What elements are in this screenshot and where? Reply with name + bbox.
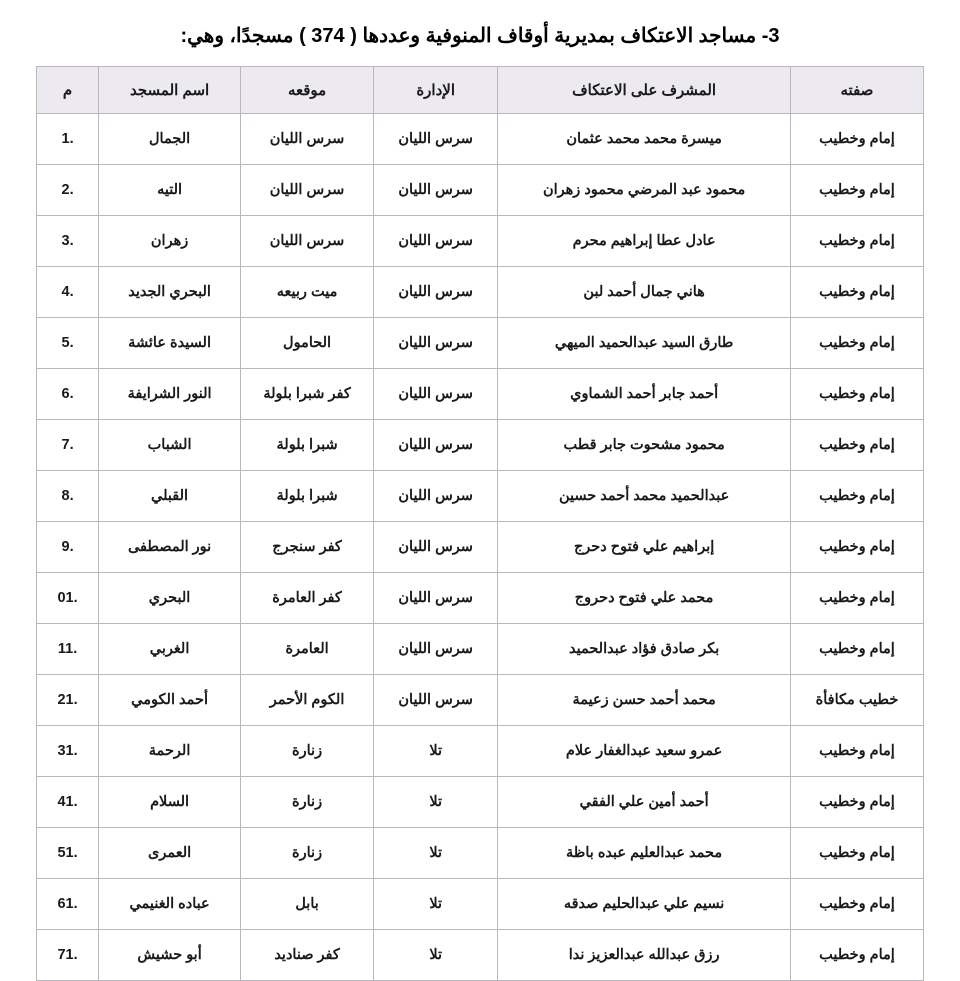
table-header	[37, 67, 924, 114]
cell-administration: سرس الليان	[374, 318, 498, 369]
cell-location: كفر شبرا بلولة	[241, 369, 374, 420]
column-header-mosque-name: اسم المسجد	[99, 67, 241, 114]
cell-num: 71.	[37, 930, 99, 981]
cell-num: 31.	[37, 726, 99, 777]
cell-mosque-name: نور المصطفى	[99, 522, 241, 573]
cell-supervisor: محمد أحمد حسن زعيمة	[498, 675, 791, 726]
column-header-role: صفته	[790, 67, 923, 114]
table-row	[37, 522, 924, 573]
cell-supervisor: أحمد أمين علي الفقي	[498, 777, 791, 828]
table-container	[0, 66, 960, 981]
cell-administration: سرس الليان	[374, 624, 498, 675]
cell-location: شبرا بلولة	[241, 471, 374, 522]
cell-role: إمام وخطيب	[790, 369, 923, 420]
cell-supervisor: محمد عبدالعليم عبده باظة	[498, 828, 791, 879]
cell-administration: سرس الليان	[374, 522, 498, 573]
cell-num: 9.	[37, 522, 99, 573]
table-row	[37, 165, 924, 216]
cell-role: إمام وخطيب	[790, 216, 923, 267]
cell-role: إمام وخطيب	[790, 777, 923, 828]
cell-supervisor: عادل عطا إبراهيم محرم	[498, 216, 791, 267]
cell-mosque-name: عباده الغنيمي	[99, 879, 241, 930]
cell-num: 5.	[37, 318, 99, 369]
cell-role: إمام وخطيب	[790, 879, 923, 930]
cell-administration: سرس الليان	[374, 114, 498, 165]
cell-role: إمام وخطيب	[790, 114, 923, 165]
cell-role: إمام وخطيب	[790, 318, 923, 369]
cell-role: خطيب مكافأة	[790, 675, 923, 726]
table-row	[37, 624, 924, 675]
cell-supervisor: محمود عبد المرضي محمود زهران	[498, 165, 791, 216]
table-row	[37, 216, 924, 267]
cell-num: 11.	[37, 624, 99, 675]
table-row	[37, 369, 924, 420]
mosques-table	[36, 66, 924, 981]
cell-mosque-name: البحري الجديد	[99, 267, 241, 318]
cell-location: العامرة	[241, 624, 374, 675]
cell-location: كفر سنجرج	[241, 522, 374, 573]
cell-num: 21.	[37, 675, 99, 726]
cell-supervisor: محمود مشحوت جابر قطب	[498, 420, 791, 471]
cell-supervisor: هاني جمال أحمد لبن	[498, 267, 791, 318]
table-row	[37, 879, 924, 930]
cell-num: 2.	[37, 165, 99, 216]
cell-num: 6.	[37, 369, 99, 420]
cell-location: شبرا بلولة	[241, 420, 374, 471]
cell-mosque-name: البحري	[99, 573, 241, 624]
cell-administration: سرس الليان	[374, 471, 498, 522]
cell-mosque-name: أبو حشيش	[99, 930, 241, 981]
table-row	[37, 726, 924, 777]
cell-role: إمام وخطيب	[790, 165, 923, 216]
cell-administration: تلا	[374, 777, 498, 828]
cell-num: 01.	[37, 573, 99, 624]
cell-mosque-name: الرحمة	[99, 726, 241, 777]
cell-administration: تلا	[374, 879, 498, 930]
cell-role: إمام وخطيب	[790, 420, 923, 471]
cell-administration: سرس الليان	[374, 420, 498, 471]
cell-location: كفر العامرة	[241, 573, 374, 624]
cell-administration: سرس الليان	[374, 267, 498, 318]
column-header-location: موقعه	[241, 67, 374, 114]
cell-location: ميت ربيعه	[241, 267, 374, 318]
cell-location: زنارة	[241, 726, 374, 777]
cell-location: سرس الليان	[241, 165, 374, 216]
cell-mosque-name: الجمال	[99, 114, 241, 165]
cell-location: كفر صناديد	[241, 930, 374, 981]
table-row	[37, 930, 924, 981]
table-row	[37, 573, 924, 624]
cell-supervisor: ميسرة محمد محمد عثمان	[498, 114, 791, 165]
table-row	[37, 471, 924, 522]
column-header-administration: الإدارة	[374, 67, 498, 114]
column-header-supervisor: المشرف على الاعتكاف	[498, 67, 791, 114]
cell-location: زنارة	[241, 777, 374, 828]
cell-mosque-name: النور الشرايفة	[99, 369, 241, 420]
cell-location: بابل	[241, 879, 374, 930]
cell-supervisor: عبدالحميد محمد أحمد حسين	[498, 471, 791, 522]
cell-num: 41.	[37, 777, 99, 828]
cell-location: الحامول	[241, 318, 374, 369]
cell-role: إمام وخطيب	[790, 930, 923, 981]
table-row	[37, 420, 924, 471]
cell-mosque-name: السلام	[99, 777, 241, 828]
cell-location: سرس الليان	[241, 114, 374, 165]
cell-role: إمام وخطيب	[790, 573, 923, 624]
cell-num: 51.	[37, 828, 99, 879]
cell-administration: سرس الليان	[374, 216, 498, 267]
cell-num: 8.	[37, 471, 99, 522]
cell-supervisor: رزق عبدالله عبدالعزيز ندا	[498, 930, 791, 981]
cell-supervisor: محمد علي فتوح دحروج	[498, 573, 791, 624]
table-header-row	[37, 67, 924, 114]
table-body	[37, 114, 924, 981]
cell-num: 61.	[37, 879, 99, 930]
cell-role: إمام وخطيب	[790, 624, 923, 675]
column-header-num: م	[37, 67, 99, 114]
cell-role: إمام وخطيب	[790, 828, 923, 879]
cell-supervisor: بكر صادق فؤاد عبدالحميد	[498, 624, 791, 675]
cell-role: إمام وخطيب	[790, 471, 923, 522]
cell-mosque-name: الشباب	[99, 420, 241, 471]
cell-mosque-name: السيدة عائشة	[99, 318, 241, 369]
cell-location: الكوم الأحمر	[241, 675, 374, 726]
table-row	[37, 114, 924, 165]
cell-administration: سرس الليان	[374, 165, 498, 216]
cell-role: إمام وخطيب	[790, 522, 923, 573]
cell-num: 4.	[37, 267, 99, 318]
cell-supervisor: نسيم علي عبدالحليم صدقه	[498, 879, 791, 930]
cell-administration: سرس الليان	[374, 675, 498, 726]
cell-mosque-name: زهران	[99, 216, 241, 267]
cell-supervisor: عمرو سعيد عبدالغفار علام	[498, 726, 791, 777]
cell-location: سرس الليان	[241, 216, 374, 267]
cell-administration: سرس الليان	[374, 573, 498, 624]
cell-supervisor: إبراهيم علي فتوح دحرج	[498, 522, 791, 573]
table-row	[37, 777, 924, 828]
cell-mosque-name: أحمد الكومي	[99, 675, 241, 726]
cell-mosque-name: التيه	[99, 165, 241, 216]
cell-role: إمام وخطيب	[790, 267, 923, 318]
cell-location: زنارة	[241, 828, 374, 879]
cell-administration: سرس الليان	[374, 369, 498, 420]
table-row	[37, 318, 924, 369]
cell-mosque-name: الغربي	[99, 624, 241, 675]
cell-supervisor: طارق السيد عبدالحميد الميهي	[498, 318, 791, 369]
cell-mosque-name: العمرى	[99, 828, 241, 879]
table-row	[37, 828, 924, 879]
page-title: 3- مساجد الاعتكاف بمديرية أوقاف المنوفية وعددها ( 374 ) مسجدًا، وهي:	[180, 25, 780, 47]
cell-administration: تلا	[374, 726, 498, 777]
cell-num: 1.	[37, 114, 99, 165]
table-row	[37, 267, 924, 318]
cell-administration: تلا	[374, 828, 498, 879]
table-row	[37, 675, 924, 726]
cell-role: إمام وخطيب	[790, 726, 923, 777]
cell-num: 7.	[37, 420, 99, 471]
cell-num: 3.	[37, 216, 99, 267]
cell-supervisor: أحمد جابر أحمد الشماوي	[498, 369, 791, 420]
cell-administration: تلا	[374, 930, 498, 981]
cell-mosque-name: القبلي	[99, 471, 241, 522]
